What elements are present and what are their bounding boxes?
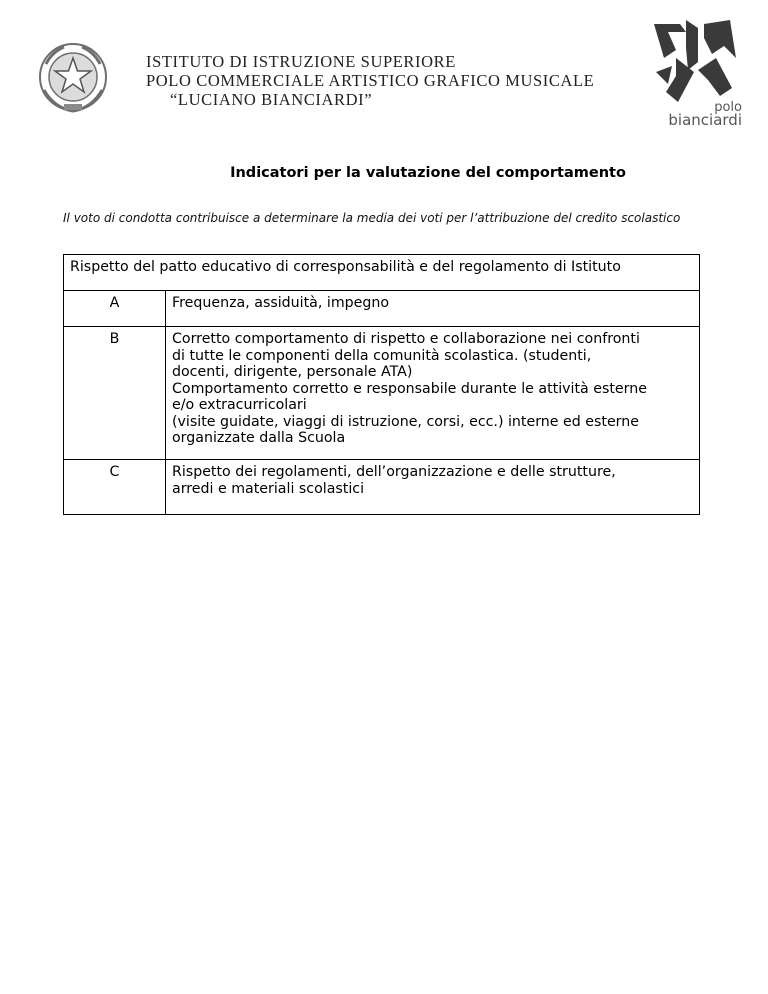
header-line-3: “LUCIANO BIANCIARDI”: [170, 90, 373, 109]
logo-text-bianciardi: bianciardi: [668, 111, 742, 129]
header-line-2: POLO COMMERCIALE ARTISTICO GRAFICO MUSICALE: [146, 71, 595, 90]
indicator-code: B: [64, 327, 166, 460]
table-row: [64, 291, 700, 327]
document-title: Indicatori per la valutazione del comportamento: [230, 165, 626, 181]
table-row: [64, 460, 700, 515]
intro-note: Il voto di condotta contribuisce a determinare la media dei voti per l’attribuzione del credito scolastico: [63, 211, 681, 225]
indicator-code: C: [64, 460, 166, 515]
table-row: [64, 327, 700, 460]
indicator-description: Rispetto dei regolamenti, dell’organizzazione e delle strutture, arredi e materiali scolastici: [166, 460, 700, 515]
indicator-description: Corretto comportamento di rispetto e collaborazione nei confronti di tutte le componenti della comunità scolastica. (studenti, docenti, dirigente, personale ATA) Comportamento corretto e responsabile durante le attività esterne e/o extracurricolari (visite guidate, viaggi di istruzione, corsi, ecc.) interne ed esterne organizzate dalla Scuola: [166, 327, 700, 460]
school-header: [146, 52, 594, 109]
indicator-description: Frequenza, assiduità, impegno: [166, 291, 700, 327]
behavior-indicators-table: [63, 254, 700, 515]
indicator-code: A: [64, 291, 166, 327]
table-header: Rispetto del patto educativo di corresponsabilità e del regolamento di Istituto: [64, 255, 700, 291]
logo-text-polo: polo: [714, 100, 742, 115]
italian-republic-emblem-icon: [34, 38, 112, 116]
header-line-1: ISTITUTO DI ISTRUZIONE SUPERIORE: [146, 52, 456, 71]
